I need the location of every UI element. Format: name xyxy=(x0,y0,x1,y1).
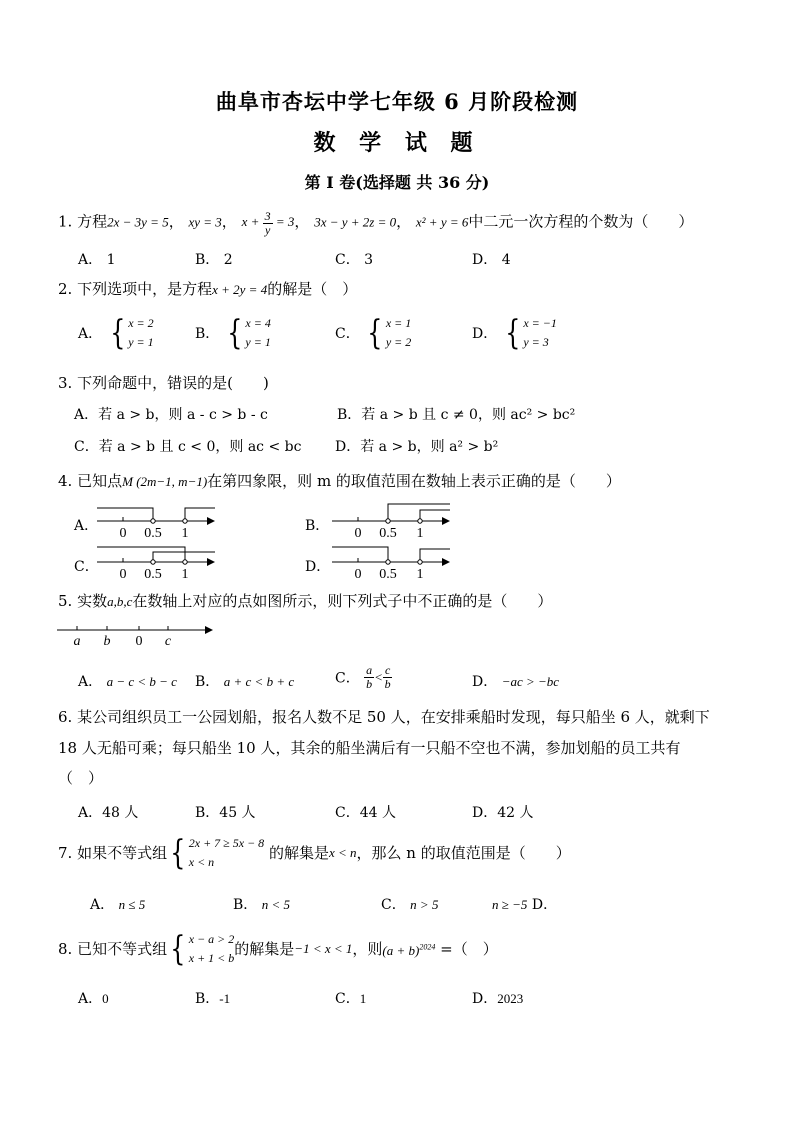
equation: 3x − y + 2z = 0 xyxy=(314,214,397,230)
question-2 xyxy=(58,278,357,301)
question-stem: 方程 xyxy=(77,212,108,231)
option-c[interactable]: C．1 xyxy=(335,991,367,1007)
tick-label: 0.5 xyxy=(379,526,397,541)
equation: xy = 3 xyxy=(188,214,222,230)
tick-label: 0 xyxy=(354,526,362,541)
option-a[interactable]: A．48 人 xyxy=(78,805,139,821)
question-number: 6. xyxy=(58,708,73,726)
question-number: 1. xyxy=(58,212,73,231)
question-stem: ，则 xyxy=(352,940,383,958)
question-number: 5. xyxy=(58,592,73,610)
option-d[interactable]: n ≥ −5 D． xyxy=(492,897,558,913)
question-stem: 下列命题中，错误的是( ) xyxy=(77,374,269,392)
question-number: 3. xyxy=(58,374,73,392)
option-a[interactable]: A．0 xyxy=(78,991,109,1007)
option-a-number-line[interactable] xyxy=(95,500,220,542)
exam-title: 曲阜市杏坛中学七年级 6 月阶段检测 xyxy=(215,89,579,114)
option-d[interactable]: D． −ac > −bc xyxy=(472,674,560,690)
option-d[interactable]: D． 4 xyxy=(472,252,511,268)
option-c[interactable]: C． 3 xyxy=(335,252,374,268)
option-b-number-line[interactable] xyxy=(330,500,455,542)
option-c-number-line[interactable] xyxy=(95,541,220,583)
question-stem: 的解集是 xyxy=(268,844,329,862)
question-number: 2. xyxy=(58,280,73,298)
question-stem: 中二元一次方程的个数为（ ） xyxy=(468,212,694,231)
option-d[interactable]: D．若 a > b，则 a² > b² xyxy=(335,439,499,455)
option-b[interactable]: B． 2 xyxy=(195,252,233,268)
question-stem: 在第四象限，则 m 的取值范围在数轴上表示正确的是（ ） xyxy=(207,472,621,490)
option-b[interactable]: B． { x = 4 y = 1 xyxy=(195,313,271,353)
expression: $(a + b)^{2024}$ xyxy=(382,942,436,958)
subject-title: 数 学 试 题 xyxy=(313,130,481,156)
tick-label: 0.5 xyxy=(144,526,162,541)
question-stem: 已知不等式组 xyxy=(77,940,168,958)
question-stem: 已知点 xyxy=(77,472,123,490)
option-d[interactable]: D． { x = −1 y = 3 xyxy=(472,313,557,353)
section-heading: 第 I 卷(选择题 共 36 分) xyxy=(304,173,490,192)
option-c[interactable]: C．44 人 xyxy=(335,805,396,821)
tick-label: 1 xyxy=(181,567,189,582)
tick-label: 0.5 xyxy=(144,567,162,582)
fraction-equation: x + $\frac{3}{y}$ = 3 xyxy=(241,209,295,237)
question-stem: 的解是（ ） xyxy=(267,280,358,298)
tick-label: 0 xyxy=(119,567,127,582)
question-stem: 在数轴上对应的点如图所示，则下列式子中不正确的是（ ） xyxy=(132,592,553,610)
option-c[interactable]: C． n > 5 xyxy=(381,897,439,913)
question-stem: 的解集是 xyxy=(234,940,295,958)
option-b[interactable]: B．若 a > b 且 c ≠ 0，则 ac² > bc² xyxy=(337,407,576,423)
equation: 2x − 3y = 5 xyxy=(107,214,169,230)
question-stem: 某公司组织员工一公园划船，报名人数不足 50 人，在安排乘船时发现，每只船坐 6 人，就剩下 xyxy=(77,708,710,726)
question-stem: 如果不等式组 xyxy=(77,844,168,862)
solution-set: −1 < x < 1 xyxy=(294,941,353,956)
tick-label: 1 xyxy=(181,526,189,541)
tick-label: 0 xyxy=(119,526,127,541)
question-number: 8. xyxy=(58,940,73,958)
question-number: 7. xyxy=(58,844,73,862)
tick-label: 1 xyxy=(416,567,424,582)
option-b[interactable]: B． a + c < b + c xyxy=(195,674,295,690)
question-6-line-3: （ ） xyxy=(58,769,104,787)
equation: x² + y = 6 xyxy=(415,214,469,230)
question-stem: =（ ） xyxy=(440,940,498,958)
option-c-label[interactable]: C． xyxy=(74,559,99,575)
option-c[interactable]: C． $\frac{a}{b}$ < $\frac{c}{b}$ xyxy=(335,663,391,691)
question-stem: 实数 xyxy=(77,592,108,610)
axis-label: a xyxy=(73,634,81,649)
inequality-system: { 2x + 7 ≥ 5x − 8 x < n xyxy=(170,833,265,873)
tick-label: 0.5 xyxy=(379,567,397,582)
question-6-line-2: 18 人无船可乘；每只船坐 10 人，其余的船坐满后有一只船不空也不满，参加划船的员工共有 xyxy=(58,739,681,757)
option-d-number-line[interactable] xyxy=(330,541,455,583)
variables: a,b,c xyxy=(107,594,133,609)
equation: x + 2y = 4 xyxy=(212,282,268,297)
question-7 xyxy=(58,834,571,872)
option-c[interactable]: C．若 a > b 且 c < 0，则 ac < bc xyxy=(74,439,302,455)
option-b-label[interactable]: B． xyxy=(305,518,330,534)
question-3 xyxy=(58,372,269,394)
q5-number-line xyxy=(55,620,220,650)
question-number: 4. xyxy=(58,472,73,490)
point-label: M (2m−1, m−1) xyxy=(122,474,208,489)
fraction: $\frac{3}{y}$ xyxy=(264,209,271,237)
axis-label: 0 xyxy=(135,634,143,649)
question-8 xyxy=(58,930,498,968)
axis-label: b xyxy=(103,634,111,649)
option-a[interactable]: A． n ≤ 5 xyxy=(90,897,146,913)
option-a[interactable]: A． 1 xyxy=(78,252,116,268)
option-b[interactable]: B．-1 xyxy=(195,991,231,1007)
question-4 xyxy=(58,470,621,493)
question-6 xyxy=(58,706,710,728)
option-a[interactable]: A．若 a > b，则 a - c > b - c xyxy=(74,407,268,423)
option-d-label[interactable]: D． xyxy=(305,559,331,575)
question-5 xyxy=(58,590,552,613)
option-a[interactable]: A． a − c < b − c xyxy=(78,674,177,690)
tick-label: 1 xyxy=(416,526,424,541)
option-b[interactable]: B． n < 5 xyxy=(233,897,291,913)
option-a-label[interactable]: A． xyxy=(74,518,99,534)
question-stem: 下列选项中，是方程 xyxy=(77,280,213,298)
option-b[interactable]: B．45 人 xyxy=(195,805,256,821)
tick-label: 0 xyxy=(354,567,362,582)
option-d[interactable]: D．42 人 xyxy=(472,805,534,821)
solution-set: x < n xyxy=(328,845,357,860)
question-1: 1. 方程2x − 3y = 5， xy = 3， x + $\frac{3}{y}$ = 3， 3x − y + 2z = 0， x² + y = 6中二元一次方程的个数为（ ） xyxy=(58,209,694,237)
question-stem: ，那么 n 的取值范围是（ ） xyxy=(356,844,571,862)
option-d[interactable]: D．2023 xyxy=(472,991,524,1007)
axis-label: c xyxy=(164,634,172,649)
option-a[interactable]: A． { x = 2 y = 1 xyxy=(78,313,154,353)
inequality-system: { x − a > 2 x + 1 < b xyxy=(170,929,235,969)
option-c[interactable]: C． { x = 1 y = 2 xyxy=(335,313,412,353)
